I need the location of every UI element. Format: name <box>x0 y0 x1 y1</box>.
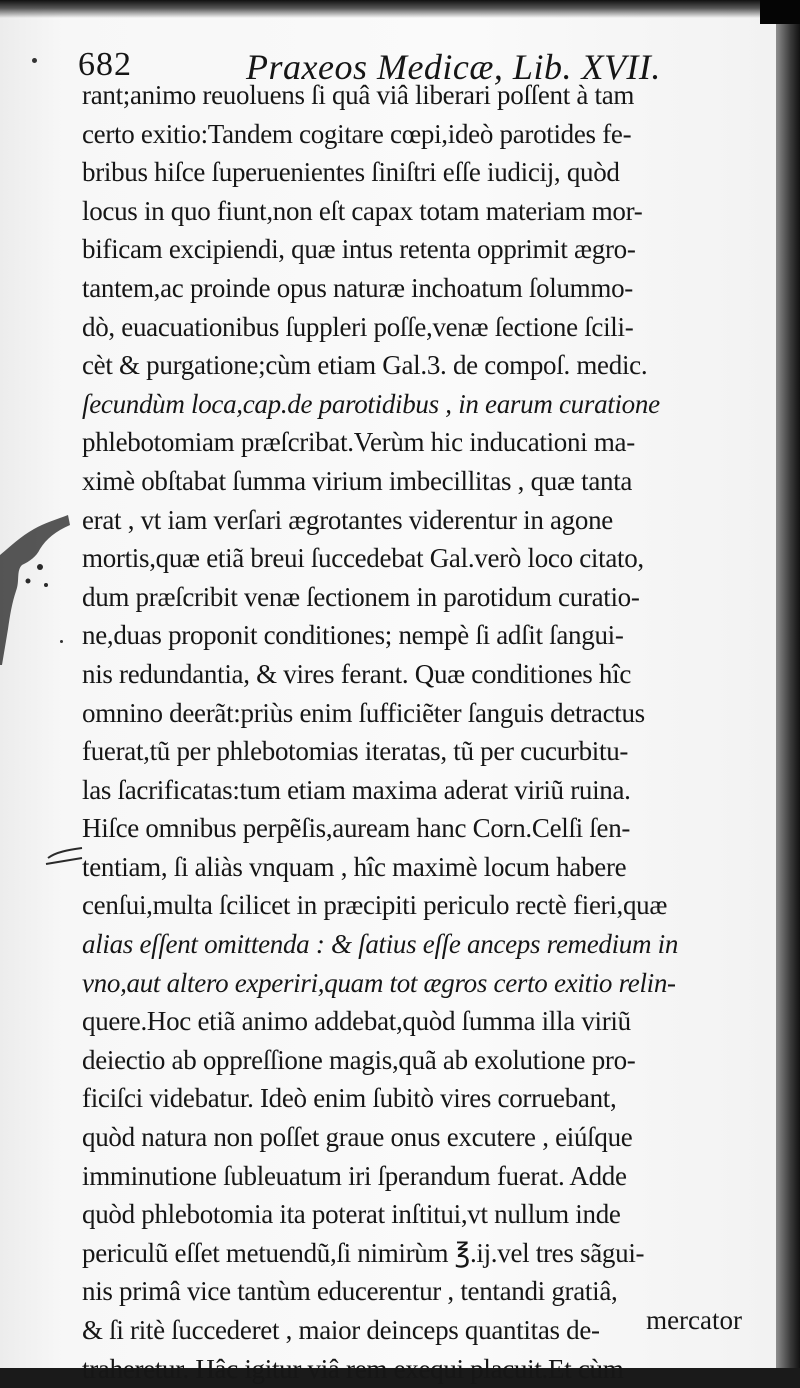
page-number: 682 <box>78 46 132 83</box>
text-line: nis primâ vice tantùm educerentur , tentandi gratiâ, <box>82 1276 618 1307</box>
margin-mark <box>44 844 84 872</box>
text-line: ximè obſtabat ſumma virium imbecillitas , quæ tanta <box>82 465 633 496</box>
ink-speck <box>32 58 37 63</box>
page-top-edge <box>0 0 800 18</box>
text-line: nis redundantia, & vires ferant. Quæ conditiones hîc <box>82 658 632 689</box>
text-line: & ſi ritè ſuccederet , maior deinceps quantitas de- <box>82 1315 600 1345</box>
text-line: locus in quo fiunt,non eſt capax totam materiam mor- <box>82 195 643 226</box>
text-line: Hiſce omnibus perpẽſis,auream hanc Corn.Celſi ſen- <box>82 813 631 844</box>
text-line: dum præſcribit venæ ſectionem in parotidum curatio- <box>82 581 640 612</box>
text-line: dò, euacuationibus ſuppleri poſſe,venæ ſectione ſcili- <box>82 311 634 342</box>
text-line: vno,aut altero experiri,quam tot ægros certo exitio relin- <box>82 967 676 998</box>
text-line: tentiam, ſi aliàs vnquam , hîc maximè locum habere <box>82 851 627 882</box>
page-binding-shadow <box>776 0 800 1368</box>
catchword: mercator <box>646 1305 742 1335</box>
text-line: phlebotomiam præſcribat.Verùm hic inducationi ma- <box>82 427 635 458</box>
text-line: periculũ eſſet metuendũ,ſi nimirùm ℥.ij.vel tres sãgui- <box>82 1237 645 1268</box>
body-text <box>82 76 762 1388</box>
text-line: ne,duas proponit conditiones; nempè ſi adſit ſangui- <box>82 620 624 651</box>
text-line: deiectio ab oppreſſione magis,quã ab exolutione pro- <box>82 1044 636 1075</box>
text-line: ſecundùm loca,cap.de parotidibus , in earum curatione <box>82 388 660 419</box>
text-line: cenſui,multa ſcilicet in præcipiti periculo rectè fieri,quæ <box>82 890 668 921</box>
text-line: tantem,ac proinde opus naturæ inchoatum ſolummo- <box>82 272 633 303</box>
text-line: quere.Hoc etiã animo addebat,quòd ſumma illa viriũ <box>82 1006 631 1037</box>
text-line: cèt & purgatione;cùm etiam Gal.3. de compoſ. medic. <box>82 350 648 381</box>
text-line: bificam excipiendi, quæ intus retenta opprimit ægro- <box>82 234 636 265</box>
text-line: alias eſſent omittenda : & ſatius eſſe anceps remedium in <box>82 929 679 960</box>
text-line: rant;animo reuoluens ſi quâ viâ liberari poſſent à tam <box>82 80 635 110</box>
text-line: quòd natura non poſſet graue onus excutere , eiúſque <box>82 1122 633 1153</box>
ink-speck <box>60 640 63 643</box>
corner-shadow <box>760 0 800 24</box>
running-title: Praxeos Medicæ, Lib. XVII. <box>246 47 661 87</box>
text-line: bribus hiſce ſuperuenientes ſiniſtri eſſe iudicij, quòd <box>82 157 620 188</box>
text-line: ficiſci videbatur. Ideò enim ſubitò vires corruebant, <box>82 1083 617 1114</box>
text-line: las ſacrificatas:tum etiam maxima aderat viriũ ruina. <box>82 774 631 805</box>
text-line: erat , vt iam verſari ægrotantes viderentur in agone <box>82 504 613 535</box>
text-line: fuerat,tũ per phlebotomias iteratas, tũ per cucurbitu- <box>82 736 629 767</box>
text-line: imminutione ſubleuatum iri ſperandum fuerat. Adde <box>82 1160 627 1191</box>
text-line: omnino deerãt:priùs enim ſufficiẽter ſanguis detractus <box>82 697 645 728</box>
text-line: certo exitio:Tandem cogitare cœpi,ideò parotides fe- <box>82 118 632 149</box>
text-line: traheretur. Hâc igitur viâ rem exequi placuit.Et cùm <box>82 1353 624 1384</box>
text-line: quòd phlebotomia ita poterat inſtitui,vt nullum inde <box>82 1199 621 1230</box>
text-line: mortis,quæ etiã breui ſuccedebat Gal.verò loco citato, <box>82 543 644 574</box>
